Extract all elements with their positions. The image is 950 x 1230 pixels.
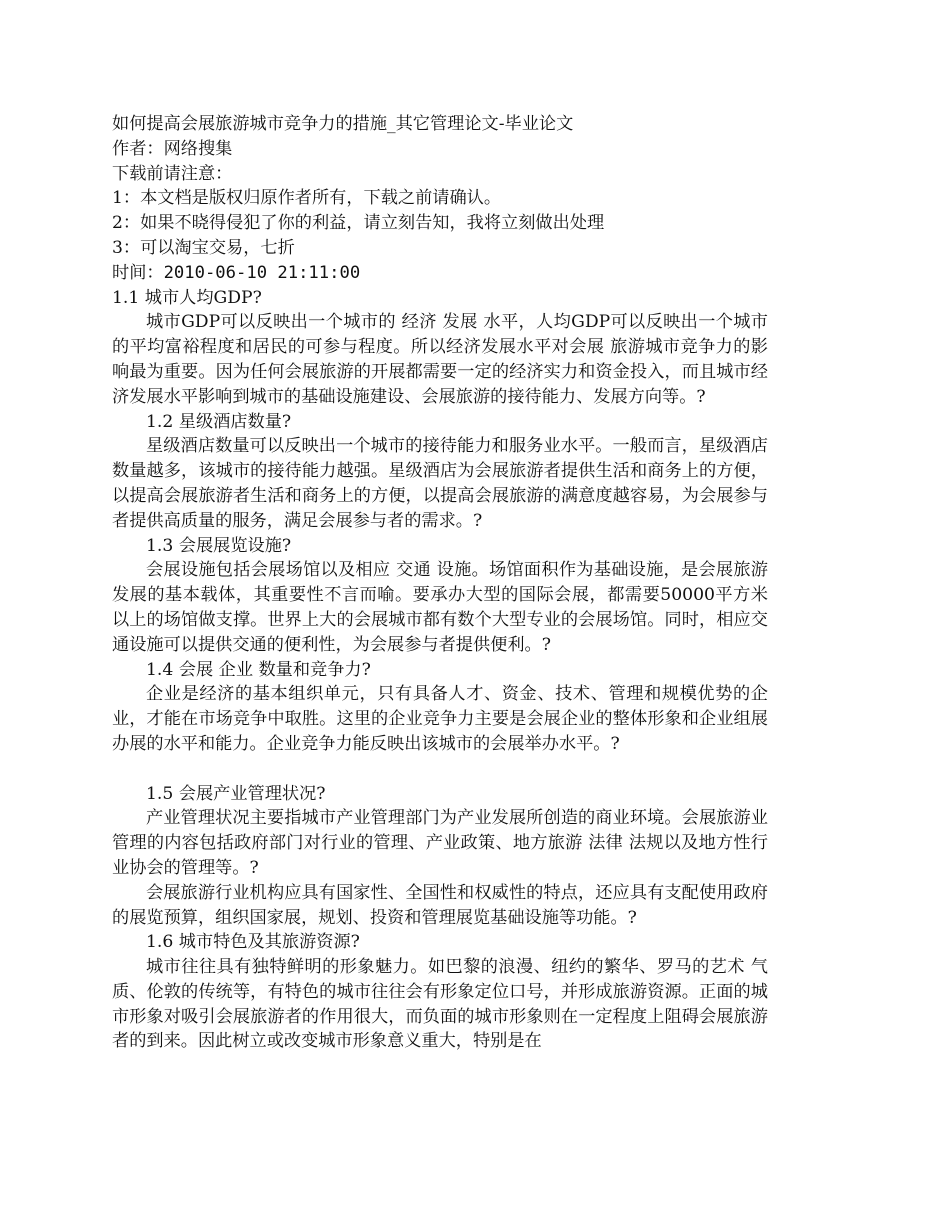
section-paragraph-1-3: 会展设施包括会展场馆以及相应 交通 设施。场馆面积作为基础设施，是会展旅游发展的基本载体，其重要性不言而喻。要承办大型的国际会展，都需要50000平方米以上的场馆做支撑。世界上大的会展城市都有数个大型专业的会展场馆。同时，相应交通设施可以提供交通的便利性，为会展参与者提供便利。? — [112, 560, 768, 655]
section-heading-1-5: 1.5 会展产业管理状况? — [146, 783, 326, 804]
section-paragraph-1-2: 星级酒店数量可以反映出一个城市的接待能力和服务业水平。一般而言，星级酒店数量越多，该城市的接待能力越强。星级酒店为会展旅游者提供生活和商务上的方便，以提高会展旅游者生活和商务上的方便，以提高会展旅游的满意度越容易，为会展参与者提供高质量的服务，满足会展参与者的需求。? — [112, 436, 768, 531]
section-heading-1-2: 1.2 星级酒店数量? — [146, 411, 292, 432]
document-page — [112, 112, 768, 1054]
section-paragraph-1-5a: 产业管理状况主要指城市产业管理部门为产业发展所创造的商业环境。会展旅游业管理的内容包括政府部门对行业的管理、产业政策、地方旅游 法律 法规以及地方性行业协会的管理等。? — [112, 808, 768, 878]
section-paragraph-1-5b: 会展旅游行业机构应具有国家性、全国性和权威性的特点，还应具有支配使用政府的展览预算，组织国家展，规划、投资和管理展览基础设施等功能。? — [112, 882, 768, 928]
document-timestamp: 时间：2010-06-10 21:11:00 — [112, 262, 361, 283]
blank-line — [112, 757, 768, 782]
section-heading-1-4: 1.4 会展 企业 数量和竞争力? — [146, 659, 371, 680]
notice-item-3: 3：可以淘宝交易，七折 — [112, 237, 295, 258]
section-heading-1-1: 1.1 城市人均GDP? — [112, 287, 262, 308]
document-title: 如何提高会展旅游城市竞争力的措施_其它管理论文-毕业论文 — [112, 114, 574, 134]
section-paragraph-1-6: 城市往往具有独特鲜明的形象魅力。如巴黎的浪漫、纽约的繁华、罗马的艺术 气质、伦敦的传统等，有特色的城市往往会有形象定位口号，并形成旅游资源。正面的城市形象对吸引会展旅游者的作用很大，而负面的城市形象则在一定程度上阻碍会展旅游者的到来。因此树立或改变城市形象意义重大，特别是在 — [112, 957, 768, 1052]
notice-item-2: 2：如果不晓得侵犯了你的利益，请立刻告知，我将立刻做出处理 — [112, 213, 605, 234]
section-heading-1-3: 1.3 会展展览设施? — [146, 535, 292, 556]
section-paragraph-1-1: 城市GDP可以反映出一个城市的 经济 发展 水平，人均GDP可以反映出一个城市的平均富裕程度和居民的可参与程度。所以经济发展水平对会展 旅游城市竞争力的影响最为重要。因为任何会展旅游的开展都需要一定的经济实力和资金投入，而且城市经济发展水平影响到城市的基础设施建设、会展旅游的接待能力、发展方向等。? — [112, 312, 768, 407]
notice-header: 下载前请注意： — [112, 163, 233, 184]
section-heading-1-6: 1.6 城市特色及其旅游资源? — [146, 932, 360, 953]
document-author: 作者：网络搜集 — [112, 138, 233, 159]
section-paragraph-1-4: 企业是经济的基本组织单元，只有具备人才、资金、技术、管理和规模优势的企业，才能在市场竞争中取胜。这里的企业竞争力主要是会展企业的整体形象和企业组展办展的水平和能力。企业竞争力能反映出该城市的会展举办水平。? — [112, 684, 768, 754]
notice-item-1: 1：本文档是版权归原作者所有，下载之前请确认。 — [112, 188, 502, 209]
